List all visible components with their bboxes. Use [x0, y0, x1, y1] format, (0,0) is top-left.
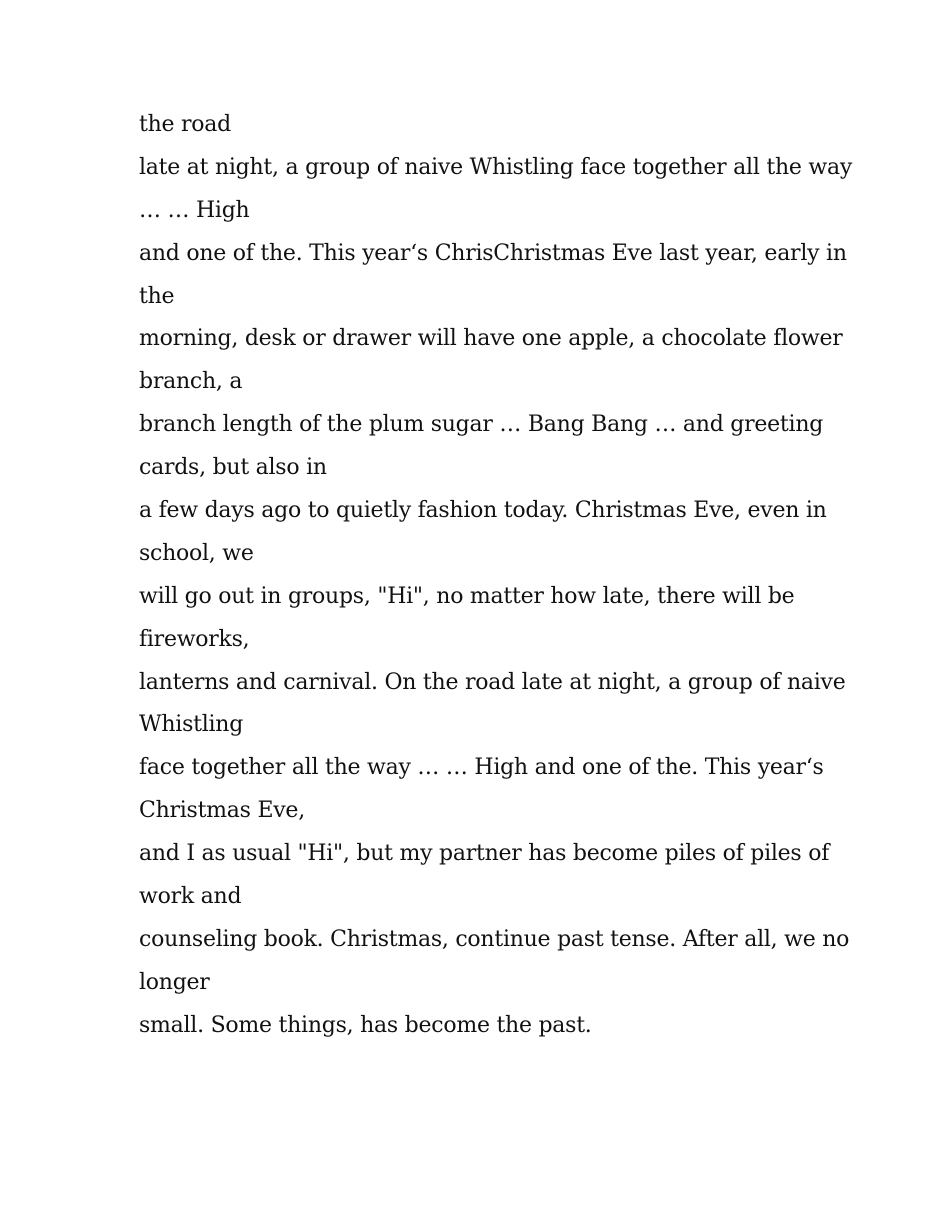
text-line: work and — [139, 884, 242, 910]
text-line: branch, a — [139, 369, 243, 395]
text-line: face together all the way … … High and one of the. This year‘s — [139, 755, 824, 781]
text-line: Whistling — [139, 712, 244, 738]
text-line: morning, desk or drawer will have one apple, a chocolate flower — [139, 326, 843, 352]
text-line: Christmas Eve, — [139, 798, 305, 824]
text-line: late at night, a group of naive Whistling face together all the way — [139, 154, 852, 180]
text-line: and one of the. This year‘s ChrisChristmas Eve last year, early in — [139, 240, 847, 266]
text-line: longer — [139, 969, 210, 995]
body-text — [139, 104, 852, 1048]
text-line: lanterns and carnival. On the road late at night, a group of naive — [139, 669, 846, 695]
text-line: a few days ago to quietly fashion today. Christmas Eve, even in — [139, 498, 827, 524]
text-line: the — [139, 283, 175, 309]
text-line: fireworks, — [139, 626, 250, 652]
text-line: cards, but also in — [139, 455, 327, 481]
text-line: the road — [139, 112, 231, 137]
text-line: school, we — [139, 540, 254, 566]
text-line: counseling book. Christmas, continue past tense. After all, we no — [139, 926, 850, 952]
text-line: … … High — [139, 197, 250, 223]
text-line: branch length of the plum sugar … Bang Bang … and greeting — [139, 412, 824, 438]
text-line: small. Some things, has become the past. — [139, 1012, 592, 1038]
text-line: will go out in groups, "Hi", no matter how late, there will be — [139, 583, 795, 609]
text-line: and I as usual "Hi", but my partner has become piles of piles of — [139, 841, 830, 867]
